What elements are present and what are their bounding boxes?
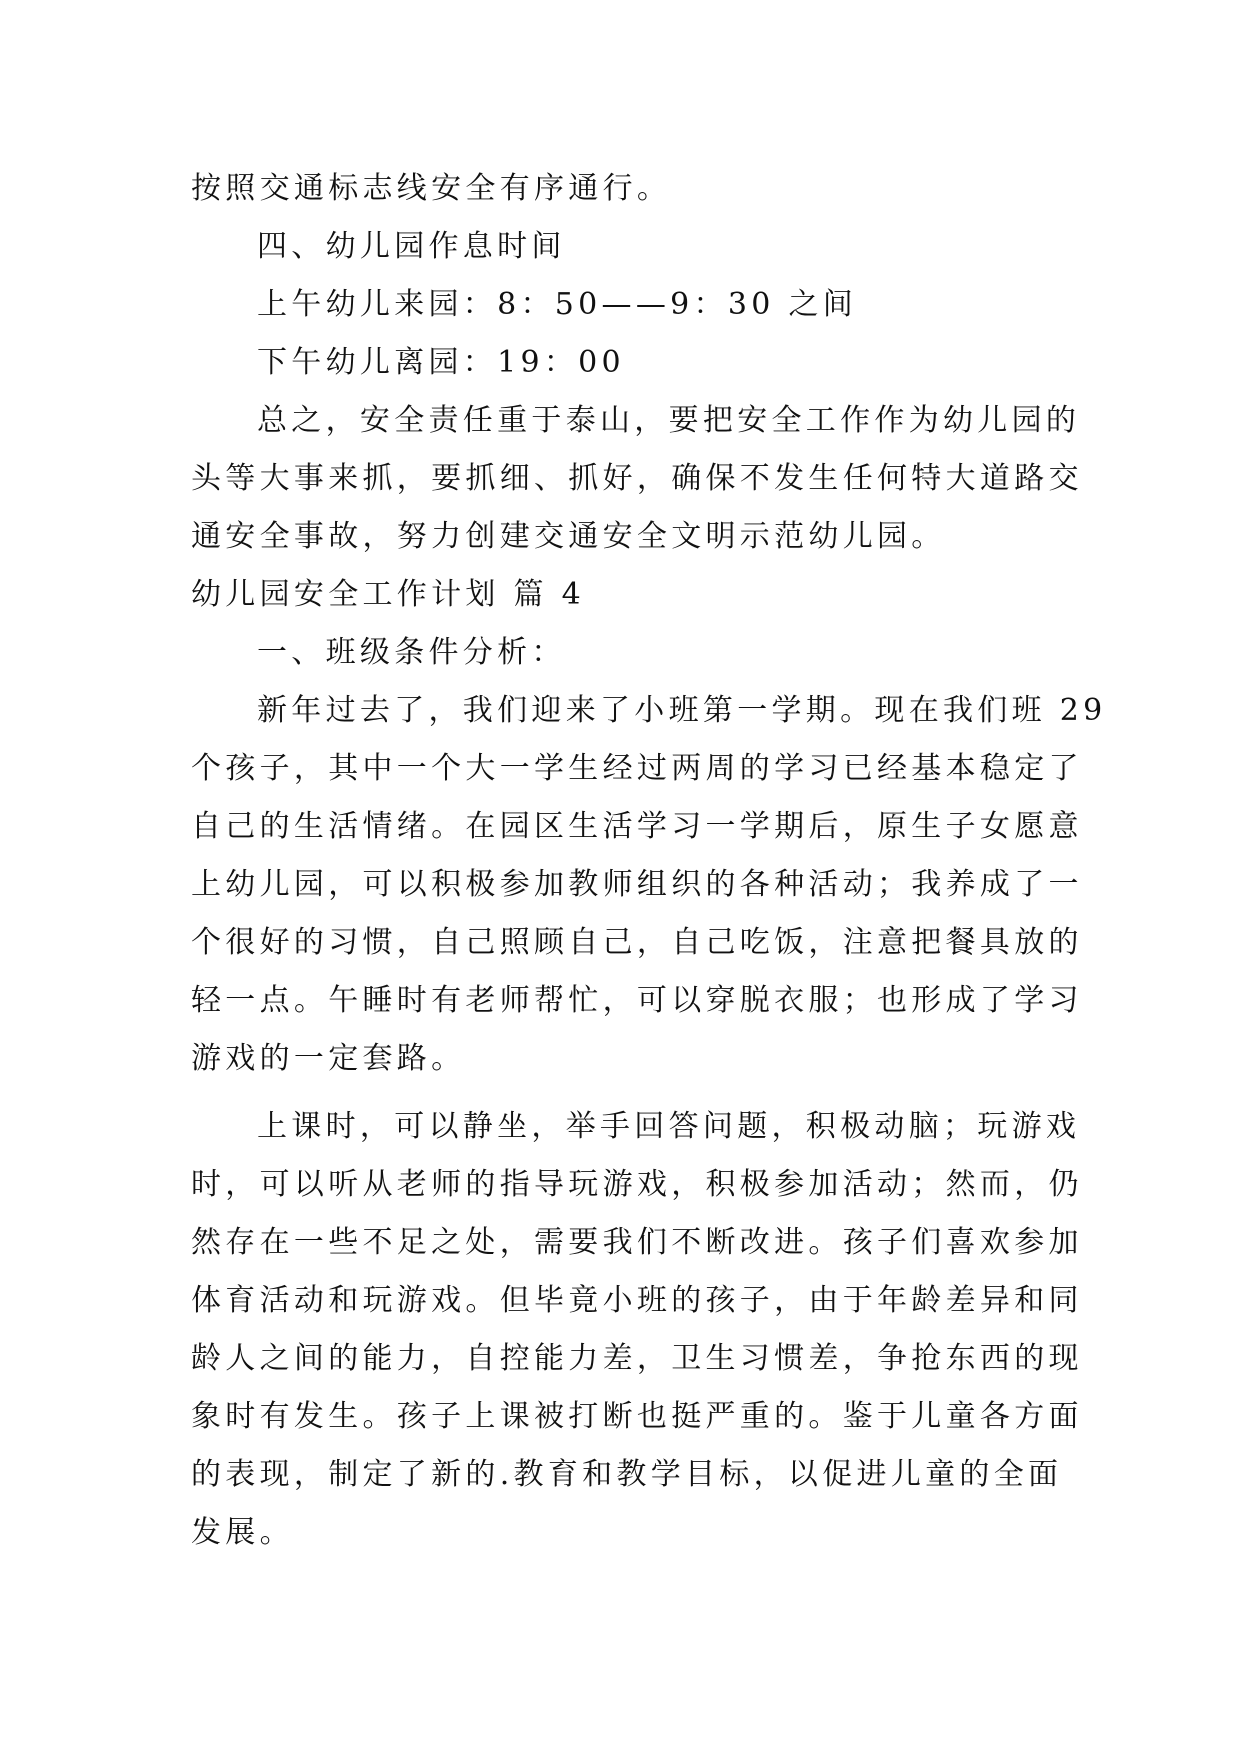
conclusion-paragraph: [191, 392, 1083, 566]
paragraph-line: 个很好的习惯，自己照顾自己，自己吃饭，注意把餐具放的: [191, 925, 1083, 960]
paragraph-1: [191, 682, 1107, 1088]
paragraph-line: 新年过去了，我们迎来了小班第一学期。现在我们班 29: [257, 693, 1107, 728]
paragraph-line: 然存在一些不足之处，需要我们不断改进。孩子们喜欢参加: [191, 1225, 1083, 1260]
conclusion-line: 通安全事故，努力创建交通安全文明示范幼儿园。: [191, 519, 946, 554]
article-title: 幼儿园安全工作计划 篇 4: [191, 577, 586, 612]
paragraph-line: 上课时，可以静坐，举手回答问题，积极动脑；玩游戏: [257, 1109, 1081, 1144]
paragraph-line: 自己的生活情绪。在园区生活学习一学期后，原生子女愿意: [191, 809, 1083, 844]
morning-arrival-line: 上午幼儿来园：8：50——9：30 之间: [257, 287, 858, 322]
conclusion-line: 头等大事来抓，要抓细、抓好，确保不发生任何特大道路交: [191, 461, 1083, 496]
paragraph-line: 上幼儿园，可以积极参加教师组织的各种活动；我养成了一: [191, 867, 1083, 902]
paragraph-line: 发展。: [191, 1515, 294, 1550]
paragraph-line: 轻一点。午睡时有老师帮忙，可以穿脱衣服；也形成了学习: [191, 983, 1083, 1018]
intro-tail-line: 按照交通标志线安全有序通行。: [191, 171, 672, 206]
paragraph-line: 龄人之间的能力，自控能力差，卫生习惯差，争抢东西的现: [191, 1341, 1083, 1376]
paragraph-line: 时，可以听从老师的指导玩游戏，积极参加活动；然而，仍: [191, 1167, 1083, 1202]
paragraph-line: 象时有发生。孩子上课被打断也挺严重的。鉴于儿童各方面: [191, 1399, 1083, 1434]
paragraph-line: 游戏的一定套路。: [191, 1041, 466, 1076]
paragraph-line: 体育活动和玩游戏。但毕竟小班的孩子，由于年龄差异和同: [191, 1283, 1083, 1318]
conclusion-line: 总之，安全责任重于泰山，要把安全工作作为幼儿园的: [257, 403, 1081, 438]
paragraph-2: [191, 1098, 1083, 1562]
subheading-class-analysis: 一、班级条件分析：: [257, 635, 566, 670]
document-body: [191, 160, 1107, 1562]
section4-heading: 四、幼儿园作息时间: [257, 229, 566, 264]
afternoon-departure-line: 下午幼儿离园：19：00: [257, 345, 625, 380]
paragraph-line: 的表现，制定了新的.教育和教学目标，以促进儿童的全面: [191, 1457, 1063, 1492]
paragraph-line: 个孩子，其中一个大一学生经过两周的学习已经基本稳定了: [191, 751, 1083, 786]
